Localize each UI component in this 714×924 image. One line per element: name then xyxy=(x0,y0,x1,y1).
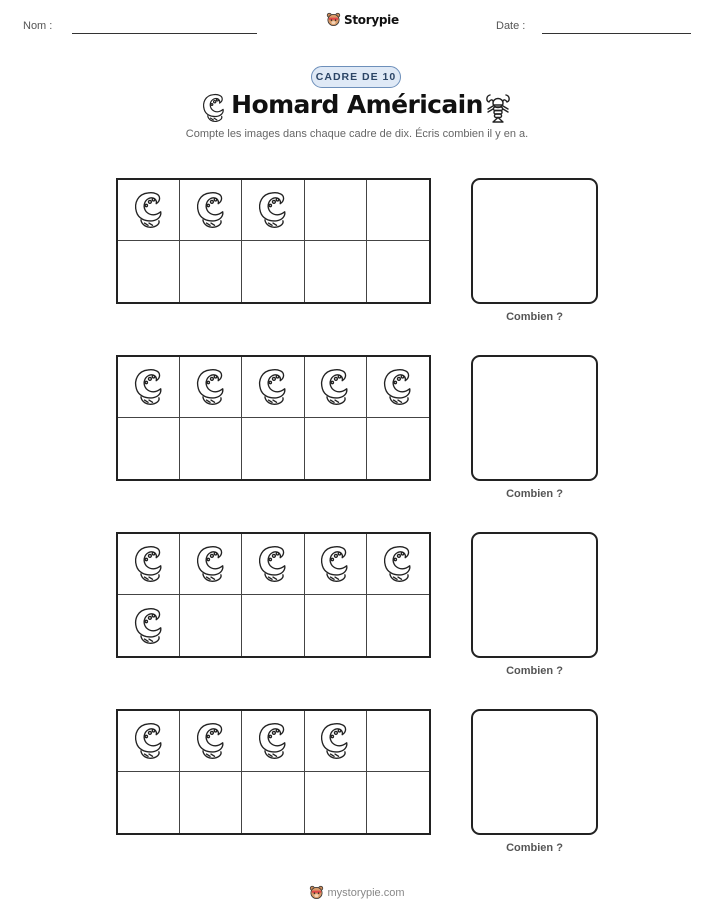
ten-frame-cell xyxy=(118,357,180,418)
answer-label: Combien ? xyxy=(506,311,563,323)
lobster-claw-icon xyxy=(131,544,167,584)
ten-frame-cell xyxy=(180,772,242,833)
lobster-claw-icon xyxy=(193,544,229,584)
lobster-claw-icon xyxy=(193,367,229,407)
ten-frame-cell xyxy=(118,534,180,595)
ten-frame-cell xyxy=(367,357,429,418)
worksheet-header xyxy=(0,0,714,40)
lobster-claw-icon xyxy=(255,190,291,230)
footer xyxy=(0,885,714,900)
lobster-claw-icon xyxy=(255,544,291,584)
ten-frame-cell xyxy=(180,180,242,241)
ten-frame xyxy=(116,178,431,304)
ten-frame-cell xyxy=(118,772,180,833)
ten-frame-cell xyxy=(305,357,367,418)
date-label: Date : xyxy=(496,20,526,32)
name-label: Nom : xyxy=(23,20,53,32)
ten-frame-cell xyxy=(118,180,180,241)
ten-frame-cell xyxy=(180,241,242,302)
brand-name: Storypie xyxy=(344,12,399,27)
page-title: Homard Américain xyxy=(231,90,483,119)
ten-frame-cell xyxy=(118,711,180,772)
bear-mascot-icon xyxy=(309,885,324,900)
ten-frame xyxy=(116,355,431,481)
ten-frame xyxy=(116,532,431,658)
ten-frame-cell xyxy=(180,534,242,595)
lobster-claw-icon xyxy=(255,367,291,407)
title-row xyxy=(0,90,714,126)
answer-box[interactable] xyxy=(471,709,598,835)
lobster-claw-icon xyxy=(131,721,167,761)
lobster-claw-icon xyxy=(193,721,229,761)
ten-frame-cell xyxy=(305,534,367,595)
ten-frame-cell xyxy=(367,180,429,241)
lobster-claw-icon xyxy=(255,721,291,761)
ten-frame-cell xyxy=(367,534,429,595)
footer-url: mystorypie.com xyxy=(327,886,405,899)
answer-box[interactable] xyxy=(471,532,598,658)
lobster-claw-icon xyxy=(131,606,167,646)
lobster-claw-icon xyxy=(317,367,353,407)
lobster-claw-icon xyxy=(317,721,353,761)
lobster-claw-icon xyxy=(131,367,167,407)
ten-frame-cell xyxy=(367,772,429,833)
ten-frame-cell xyxy=(242,180,304,241)
brand-logo xyxy=(326,12,399,27)
lobster-claw-icon xyxy=(193,190,229,230)
ten-frame-cell xyxy=(305,241,367,302)
answer-label: Combien ? xyxy=(506,842,563,854)
lobster-icon xyxy=(484,92,512,124)
ten-frame-cell xyxy=(367,595,429,656)
lobster-claw-icon xyxy=(131,190,167,230)
ten-frame-cell xyxy=(242,772,304,833)
ten-frame-cell xyxy=(305,595,367,656)
ten-frame-cell xyxy=(118,595,180,656)
answer-label: Combien ? xyxy=(506,488,563,500)
answer-box[interactable] xyxy=(471,178,598,304)
worksheet-type-badge: CADRE DE 10 xyxy=(311,66,401,88)
ten-frame-cell xyxy=(180,711,242,772)
instructions-text: Compte les images dans chaque cadre de dix. Écris combien il y en a. xyxy=(185,128,529,140)
answer-box[interactable] xyxy=(471,355,598,481)
lobster-claw-icon xyxy=(380,367,416,407)
name-line xyxy=(72,33,257,34)
ten-frame-cell xyxy=(305,711,367,772)
ten-frame-cell xyxy=(367,241,429,302)
ten-frame-cell xyxy=(118,418,180,479)
ten-frame-cell xyxy=(242,418,304,479)
ten-frame-cell xyxy=(367,711,429,772)
ten-frame-cell xyxy=(180,595,242,656)
ten-frame-cell xyxy=(118,241,180,302)
ten-frame-cell xyxy=(180,357,242,418)
ten-frame-cell xyxy=(242,357,304,418)
bear-mascot-icon xyxy=(326,12,341,27)
ten-frame-cell xyxy=(305,180,367,241)
lobster-claw-icon xyxy=(380,544,416,584)
ten-frame-cell xyxy=(242,241,304,302)
ten-frame-cell xyxy=(180,418,242,479)
ten-frame-cell xyxy=(367,418,429,479)
ten-frame-cell xyxy=(305,418,367,479)
ten-frame-cell xyxy=(242,534,304,595)
ten-frame-cell xyxy=(242,711,304,772)
ten-frame-cell xyxy=(305,772,367,833)
date-line xyxy=(542,33,691,34)
ten-frame xyxy=(116,709,431,835)
answer-label: Combien ? xyxy=(506,665,563,677)
ten-frame-cell xyxy=(242,595,304,656)
lobster-claw-icon xyxy=(317,544,353,584)
